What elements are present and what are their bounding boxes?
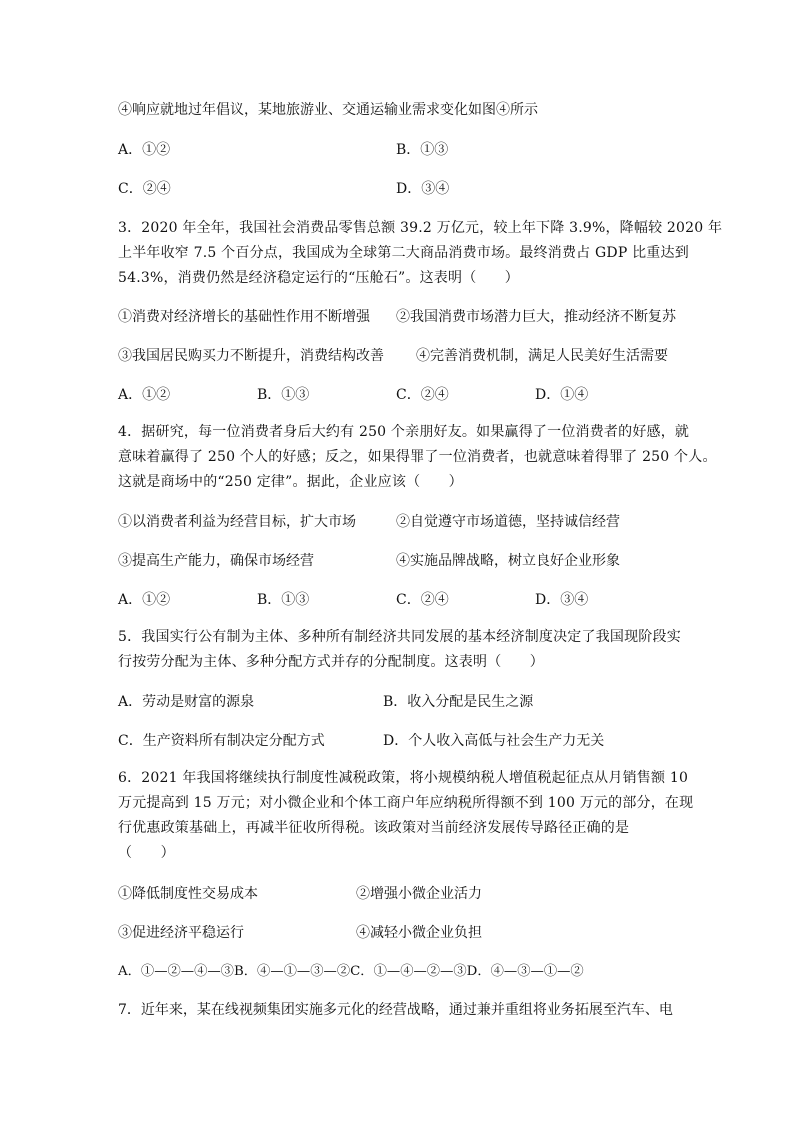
q3-item-4: ④完善消费机制，满足人民美好生活需要 [416, 348, 668, 364]
q6-item-1: ①降低制度性交易成本 [118, 886, 258, 902]
q5-option-b[interactable]: B．收入分配是民生之源 [383, 694, 534, 710]
q4-stem-line: 这就是商场中的“250 定律”。据此，企业应该（ ） [118, 474, 463, 490]
q7-stem-line: 7．近年来，某在线视频集团实施多元化的经营战略，通过兼并重组将业务拓展至汽车、电 [118, 1002, 673, 1018]
q5-option-c[interactable]: C．生产资料所有制决定分配方式 [118, 733, 325, 749]
q3-item-3: ③我国居民购买力不断提升，消费结构改善 [118, 348, 384, 364]
q2-option-b[interactable]: B．①③ [396, 142, 449, 158]
q4-item-2: ②自觉遵守市场道德，坚持诚信经营 [396, 514, 620, 530]
q4-stem [118, 420, 717, 495]
q5-option-a[interactable]: A．劳动是财富的源泉 [118, 694, 255, 710]
q4-option-c[interactable]: C．②④ [396, 592, 449, 608]
q3-stem-line: 3．2020 年全年，我国社会消费品零售总额 39.2 万亿元，较上年下降 3.9%，降幅较 2020 年 [118, 220, 723, 236]
q2-option-a[interactable]: A．①② [118, 142, 171, 158]
q5-stem-line: 5．我国实行公有制为主体、多种所有制经济共同发展的基本经济制度决定了我国现阶段实 [118, 629, 681, 645]
q4-option-b[interactable]: B．①③ [257, 592, 310, 608]
q4-item-4: ④实施品牌战略，树立良好企业形象 [396, 553, 620, 569]
q2-option-d[interactable]: D．③④ [396, 181, 450, 197]
q3-option-b[interactable]: B．①③ [257, 387, 310, 403]
q6-item-2: ②增强小微企业活力 [356, 886, 482, 902]
q6-stem [118, 766, 694, 866]
q6-item-3: ③促进经济平稳运行 [118, 925, 244, 941]
q4-item-1: ①以消费者利益为经营目标，扩大市场 [118, 514, 356, 530]
q3-stem-line: 54.3%，消费仍然是经济稳定运行的“压舱石”。这表明（ ） [118, 270, 519, 286]
q4-option-d[interactable]: D．③④ [535, 592, 589, 608]
q5-stem [118, 625, 681, 675]
q6-options[interactable]: A．①—②—④—③B．④—①—③—②C．①—④—②—③D．④—③—①—② [118, 964, 584, 979]
q6-stem-line: 万元提高到 15 万元；对小微企业和个体工商户年应纳税所得额不到 100 万元的部分，在现 [118, 795, 694, 811]
q3-item-1: ①消费对经济增长的基础性作用不断增强 [118, 309, 370, 325]
q6-item-4: ④减轻小微企业负担 [356, 925, 482, 941]
q4-item-3: ③提高生产能力，确保市场经营 [118, 553, 314, 569]
q2-item-4: ④响应就地过年倡议，某地旅游业、交通运输业需求变化如图④所示 [118, 102, 538, 118]
q6-stem-line: 行优惠政策基础上，再减半征收所得税。该政策对当前经济发展传导路径正确的是 [118, 820, 630, 836]
q3-option-d[interactable]: D．①④ [535, 387, 589, 403]
q2-option-c[interactable]: C．②④ [118, 181, 171, 197]
q5-option-d[interactable]: D．个人收入高低与社会生产力无关 [383, 733, 605, 749]
q6-stem-line: 6．2021 年我国将继续执行制度性减税政策，将小规模纳税人增值税起征点从月销售额 10 [118, 770, 689, 786]
q3-option-a[interactable]: A．①② [118, 387, 171, 403]
q3-stem-line: 上半年收窄 7.5 个百分点，我国成为全球第二大商品消费市场。最终消费占 GDP 比重达到 [118, 245, 689, 261]
q3-stem [118, 216, 723, 291]
q3-option-c[interactable]: C．②④ [396, 387, 449, 403]
q4-stem-line: 4．据研究，每一位消费者身后大约有 250 个亲朋好友。如果赢得了一位消费者的好感，就 [118, 424, 690, 440]
q3-item-2: ②我国消费市场潜力巨大，推动经济不断复苏 [396, 309, 676, 325]
q6-stem-line: （ ） [118, 845, 175, 861]
q5-stem-line: 行按劳分配为主体、多种分配方式并存的分配制度。这表明（ ） [118, 654, 544, 670]
q4-stem-line: 意味着赢得了 250 个人的好感；反之，如果得罪了一位消费者，也就意味着得罪了 250 个人。 [118, 449, 717, 465]
q4-option-a[interactable]: A．①② [118, 592, 171, 608]
